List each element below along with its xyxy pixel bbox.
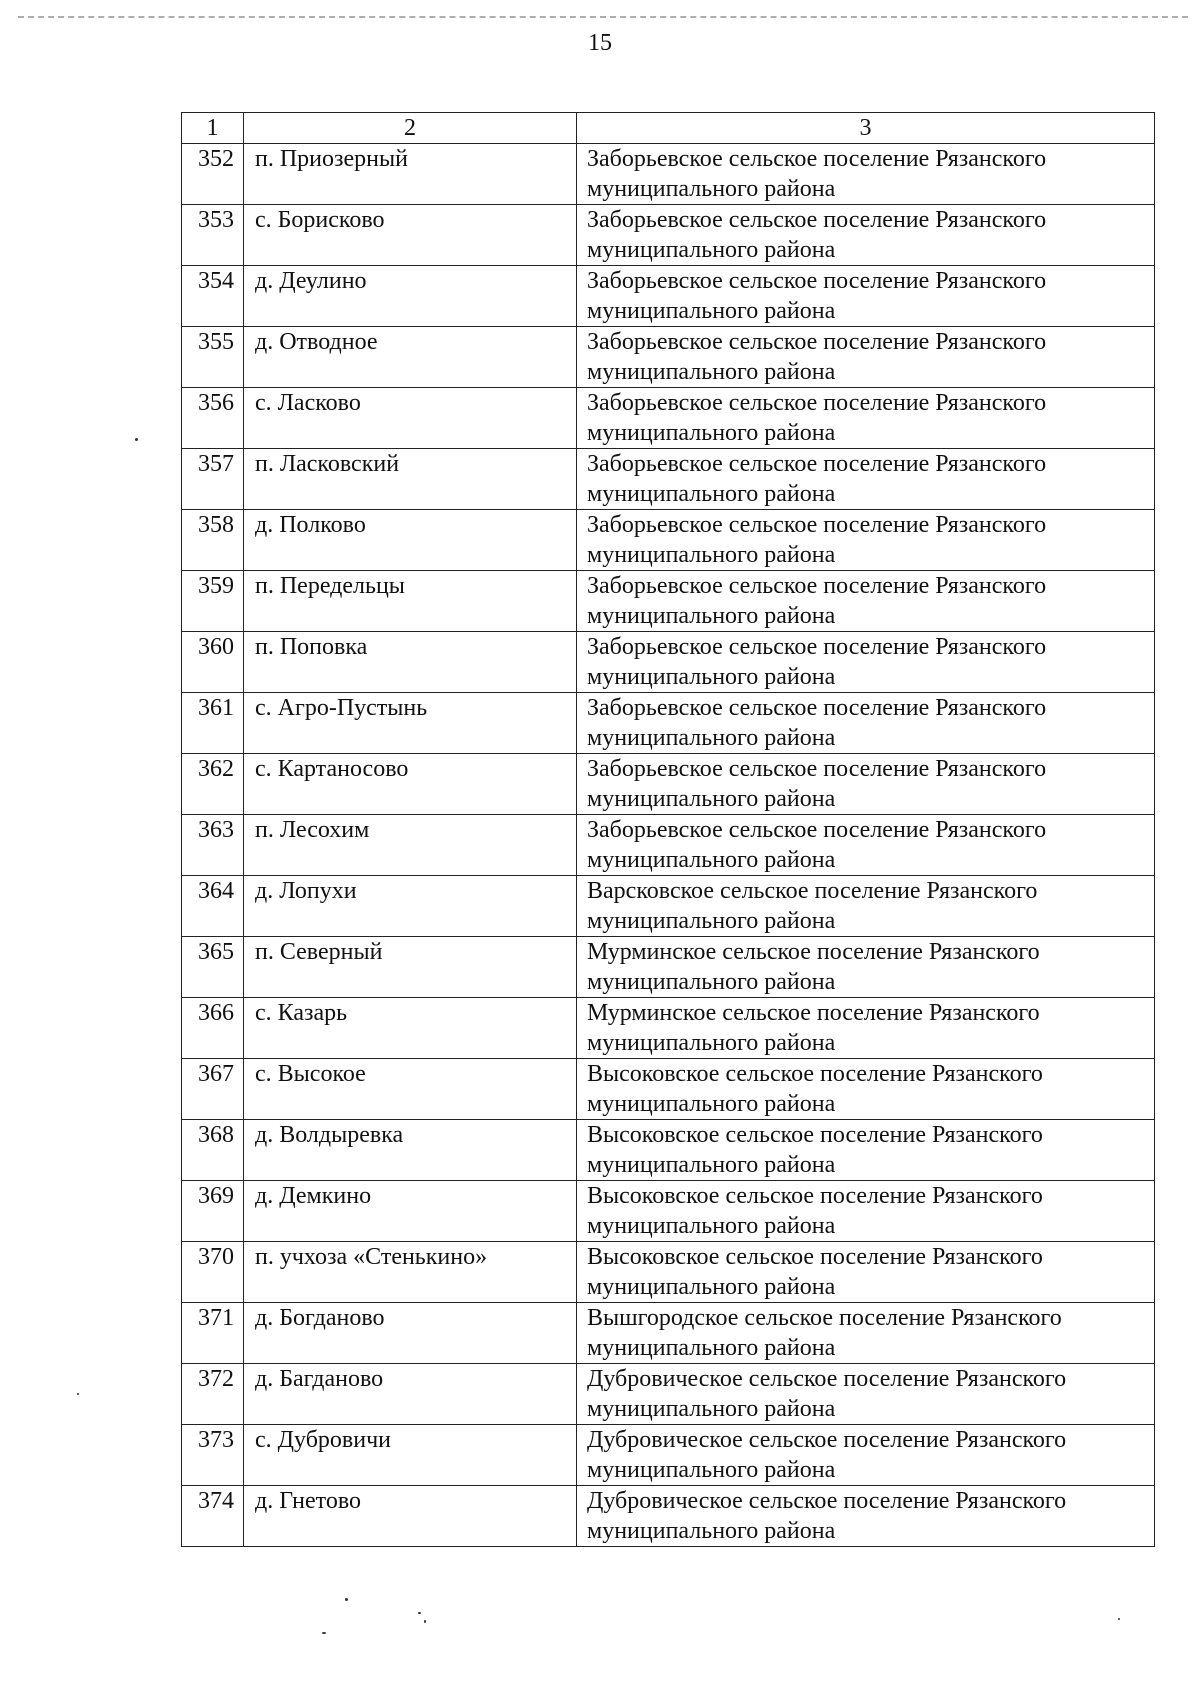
scan-speck: [418, 1612, 421, 1614]
row-number-cell: 359: [182, 571, 244, 632]
table-row: [182, 327, 1155, 388]
settlement-name-cell: д. Полково: [244, 510, 577, 571]
municipality-line-2: муниципального района: [587, 176, 836, 202]
municipality-line-2: муниципального района: [587, 1274, 836, 1300]
table-row: [182, 388, 1155, 449]
scan-speck: [1118, 1618, 1120, 1620]
municipality-cell: [577, 1303, 1155, 1364]
row-number-cell: 370: [182, 1242, 244, 1303]
row-number-cell: 367: [182, 1059, 244, 1120]
settlement-name-cell: п. Передельцы: [244, 571, 577, 632]
settlement-name-cell: п. учхоза «Стенькино»: [244, 1242, 577, 1303]
table-row: [182, 1059, 1155, 1120]
table-row: [182, 632, 1155, 693]
municipality-line-2: муниципального района: [587, 908, 836, 934]
municipality-cell: [577, 815, 1155, 876]
municipality-line-2: муниципального района: [587, 1396, 836, 1422]
municipality-cell: [577, 1364, 1155, 1425]
row-number-cell: 353: [182, 205, 244, 266]
municipality-line-2: муниципального района: [587, 1030, 836, 1056]
municipality-cell: [577, 388, 1155, 449]
column-header-2: 2: [244, 113, 577, 144]
row-number-cell: 374: [182, 1486, 244, 1547]
municipality-cell: [577, 937, 1155, 998]
scan-edge-line: [18, 16, 1188, 18]
scan-speck: [77, 1393, 79, 1395]
row-number-cell: 371: [182, 1303, 244, 1364]
settlement-name-cell: с. Высокое: [244, 1059, 577, 1120]
table-row: [182, 998, 1155, 1059]
municipality-line-2: муниципального района: [587, 786, 836, 812]
settlement-name-cell: д. Деулино: [244, 266, 577, 327]
page-number: 15: [588, 30, 612, 56]
municipality-line-1: Дубровическое сельское поселение Рязанского: [587, 1366, 1067, 1392]
header-row: [182, 113, 1155, 144]
table-row: [182, 266, 1155, 327]
municipality-line-1: Мурминское сельское поселение Рязанского: [587, 1000, 1040, 1026]
settlement-name-cell: с. Ласково: [244, 388, 577, 449]
municipality-cell: [577, 510, 1155, 571]
settlement-name-cell: д. Богданово: [244, 1303, 577, 1364]
municipality-line-2: муниципального района: [587, 1335, 836, 1361]
row-number-cell: 373: [182, 1425, 244, 1486]
settlement-name-cell: с. Агро-Пустынь: [244, 693, 577, 754]
scan-speck: [135, 438, 138, 441]
municipality-line-1: Заборьевское сельское поселение Рязанского: [587, 756, 1047, 782]
municipality-cell: [577, 327, 1155, 388]
municipality-line-1: Заборьевское сельское поселение Рязанского: [587, 329, 1047, 355]
municipality-cell: [577, 693, 1155, 754]
municipality-line-2: муниципального района: [587, 847, 836, 873]
municipality-line-1: Заборьевское сельское поселение Рязанского: [587, 695, 1047, 721]
table-row: [182, 1181, 1155, 1242]
row-number-cell: 352: [182, 144, 244, 205]
settlement-name-cell: п. Приозерный: [244, 144, 577, 205]
settlement-name-cell: д. Отводное: [244, 327, 577, 388]
row-number-cell: 361: [182, 693, 244, 754]
municipality-cell: [577, 998, 1155, 1059]
row-number-cell: 364: [182, 876, 244, 937]
municipality-line-1: Вышгородское сельское поселение Рязанского: [587, 1305, 1062, 1331]
municipality-cell: [577, 754, 1155, 815]
municipality-cell: [577, 144, 1155, 205]
municipality-line-2: муниципального района: [587, 1091, 836, 1117]
municipality-cell: [577, 571, 1155, 632]
municipality-line-2: муниципального района: [587, 969, 836, 995]
settlement-name-cell: с. Казарь: [244, 998, 577, 1059]
municipality-line-2: муниципального района: [587, 1457, 836, 1483]
row-number-cell: 365: [182, 937, 244, 998]
table-row: [182, 510, 1155, 571]
municipality-line-1: Высоковское сельское поселение Рязанского: [587, 1183, 1043, 1209]
row-number-cell: 355: [182, 327, 244, 388]
municipality-cell: [577, 1425, 1155, 1486]
table-row: [182, 815, 1155, 876]
settlement-name-cell: с. Дубровичи: [244, 1425, 577, 1486]
municipality-line-1: Заборьевское сельское поселение Рязанского: [587, 451, 1047, 477]
settlement-name-cell: с. Картаносово: [244, 754, 577, 815]
row-number-cell: 360: [182, 632, 244, 693]
settlement-name-cell: п. Лесохим: [244, 815, 577, 876]
row-number-cell: 366: [182, 998, 244, 1059]
municipality-line-1: Мурминское сельское поселение Рязанского: [587, 939, 1040, 965]
municipality-line-2: муниципального района: [587, 542, 836, 568]
municipality-line-2: муниципального района: [587, 237, 836, 263]
table-row: [182, 1364, 1155, 1425]
municipality-line-2: муниципального района: [587, 298, 836, 324]
table-row: [182, 937, 1155, 998]
municipality-line-1: Заборьевское сельское поселение Рязанского: [587, 390, 1047, 416]
scan-speck: [322, 1632, 326, 1634]
municipality-line-2: муниципального района: [587, 1152, 836, 1178]
municipality-line-2: муниципального района: [587, 603, 836, 629]
municipality-line-1: Заборьевское сельское поселение Рязанского: [587, 512, 1047, 538]
settlement-name-cell: с. Борисково: [244, 205, 577, 266]
table-row: [182, 205, 1155, 266]
table-row: [182, 754, 1155, 815]
table-row: [182, 144, 1155, 205]
scan-speck: [424, 1620, 426, 1623]
municipality-cell: [577, 266, 1155, 327]
settlement-name-cell: д. Волдыревка: [244, 1120, 577, 1181]
row-number-cell: 362: [182, 754, 244, 815]
column-header-3: 3: [577, 113, 1155, 144]
row-number-cell: 357: [182, 449, 244, 510]
municipality-line-2: муниципального района: [587, 1518, 836, 1544]
municipality-cell: [577, 1059, 1155, 1120]
settlement-name-cell: п. Ласковский: [244, 449, 577, 510]
table-row: [182, 571, 1155, 632]
table-header: [182, 113, 1155, 144]
municipality-line-1: Заборьевское сельское поселение Рязанского: [587, 573, 1047, 599]
municipality-cell: [577, 205, 1155, 266]
municipality-cell: [577, 1242, 1155, 1303]
scan-speck: [345, 1598, 348, 1601]
settlements-table: [181, 112, 1155, 1547]
table-row: [182, 1486, 1155, 1547]
table-row: [182, 876, 1155, 937]
municipality-line-1: Высоковское сельское поселение Рязанского: [587, 1244, 1043, 1270]
column-header-1: 1: [182, 113, 244, 144]
settlement-name-cell: п. Северный: [244, 937, 577, 998]
municipality-line-2: муниципального района: [587, 359, 836, 385]
municipality-line-2: муниципального района: [587, 481, 836, 507]
municipality-cell: [577, 1181, 1155, 1242]
municipality-cell: [577, 632, 1155, 693]
settlement-name-cell: д. Демкино: [244, 1181, 577, 1242]
municipality-line-1: Варсковское сельское поселение Рязанского: [587, 878, 1038, 904]
table-row: [182, 449, 1155, 510]
municipality-cell: [577, 1486, 1155, 1547]
municipality-cell: [577, 876, 1155, 937]
municipality-line-1: Высоковское сельское поселение Рязанского: [587, 1122, 1043, 1148]
municipality-line-2: муниципального района: [587, 664, 836, 690]
table-row: [182, 1303, 1155, 1364]
row-number-cell: 369: [182, 1181, 244, 1242]
municipality-line-1: Заборьевское сельское поселение Рязанского: [587, 817, 1047, 843]
row-number-cell: 368: [182, 1120, 244, 1181]
table-row: [182, 1120, 1155, 1181]
table-row: [182, 1242, 1155, 1303]
table-row: [182, 1425, 1155, 1486]
municipality-line-1: Заборьевское сельское поселение Рязанского: [587, 268, 1047, 294]
municipality-line-2: муниципального района: [587, 420, 836, 446]
municipality-line-1: Высоковское сельское поселение Рязанского: [587, 1061, 1043, 1087]
row-number-cell: 363: [182, 815, 244, 876]
settlement-name-cell: д. Багданово: [244, 1364, 577, 1425]
row-number-cell: 372: [182, 1364, 244, 1425]
municipality-line-1: Дубровическое сельское поселение Рязанского: [587, 1427, 1067, 1453]
municipality-line-2: муниципального района: [587, 1213, 836, 1239]
municipality-line-2: муниципального района: [587, 725, 836, 751]
municipality-line-1: Заборьевское сельское поселение Рязанского: [587, 146, 1047, 172]
settlement-name-cell: п. Поповка: [244, 632, 577, 693]
table-row: [182, 693, 1155, 754]
row-number-cell: 354: [182, 266, 244, 327]
municipality-line-1: Заборьевское сельское поселение Рязанского: [587, 207, 1047, 233]
municipality-cell: [577, 1120, 1155, 1181]
table-body: [182, 144, 1155, 1547]
row-number-cell: 358: [182, 510, 244, 571]
row-number-cell: 356: [182, 388, 244, 449]
settlement-name-cell: д. Лопухи: [244, 876, 577, 937]
municipality-line-1: Дубровическое сельское поселение Рязанского: [587, 1488, 1067, 1514]
municipality-line-1: Заборьевское сельское поселение Рязанского: [587, 634, 1047, 660]
municipality-cell: [577, 449, 1155, 510]
settlement-name-cell: д. Гнетово: [244, 1486, 577, 1547]
